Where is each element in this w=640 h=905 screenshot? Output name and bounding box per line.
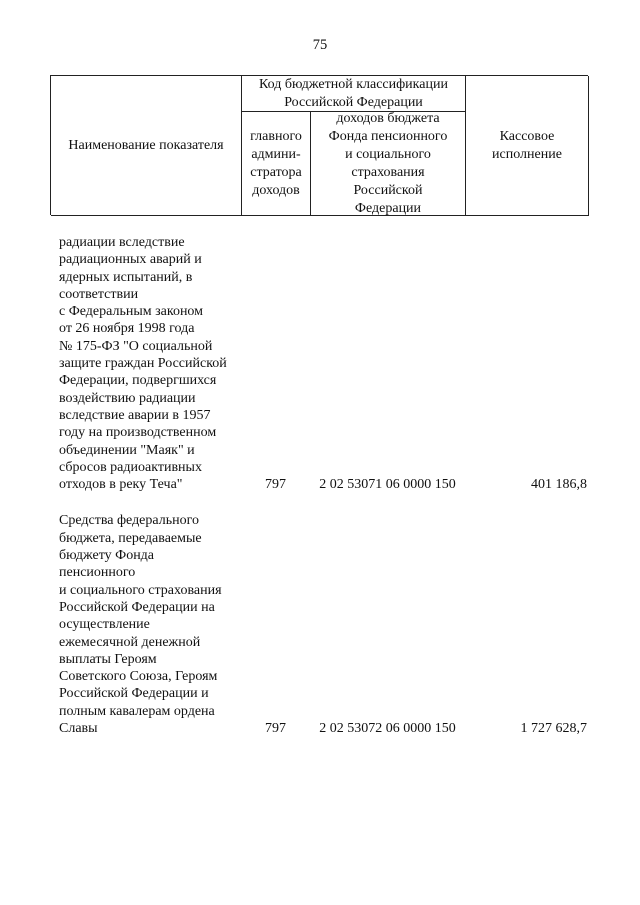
indicator-name: радиации вследствие радиационных аварий и ядерных испытаний, в соответствии с Федеральным законом от 26 ноября 1998 года № 175-ФЗ "О социальной защите граждан Российской Федерации, подвергшихся воздействию радиации вследствие аварии в 1957 году на производственном объединении "Маяк" и сбросов радиоактивных отходов в реку Теча": [59, 235, 227, 493]
header-indicator-name: Наименование показателя: [51, 76, 242, 216]
table-row: [50, 512, 588, 737]
table-row: [50, 234, 588, 493]
header-fund-revenue: доходов бюджета Фонда пенсионного и социального страхования Российской Федерации: [311, 112, 466, 216]
header-chief-administrator: главного админи- стратора доходов: [242, 112, 311, 216]
table-header: [50, 75, 588, 215]
admin-code: 797: [265, 477, 286, 493]
admin-code: 797: [265, 721, 286, 737]
revenue-code: 2 02 53071 06 0000 150: [319, 477, 456, 493]
table-body: [50, 234, 588, 737]
revenue-code: 2 02 53072 06 0000 150: [319, 721, 456, 737]
cash-execution-amount: 1 727 628,7: [520, 721, 587, 737]
cash-execution-amount: 401 186,8: [531, 477, 587, 493]
indicator-name: Средства федерального бюджета, передаваемые бюджету Фонда пенсионного и социального страхования Российской Федерации на осуществление ежемесячной денежной выплаты Героям Советского Союза, Героям Российской Федерации и полным кавалерам ордена Славы: [59, 513, 222, 737]
header-budget-classification-code: Код бюджетной классификации Российской Федерации: [242, 76, 466, 112]
header-cash-execution: Кассовое исполнение: [466, 76, 589, 216]
page-number: 75: [312, 37, 328, 53]
